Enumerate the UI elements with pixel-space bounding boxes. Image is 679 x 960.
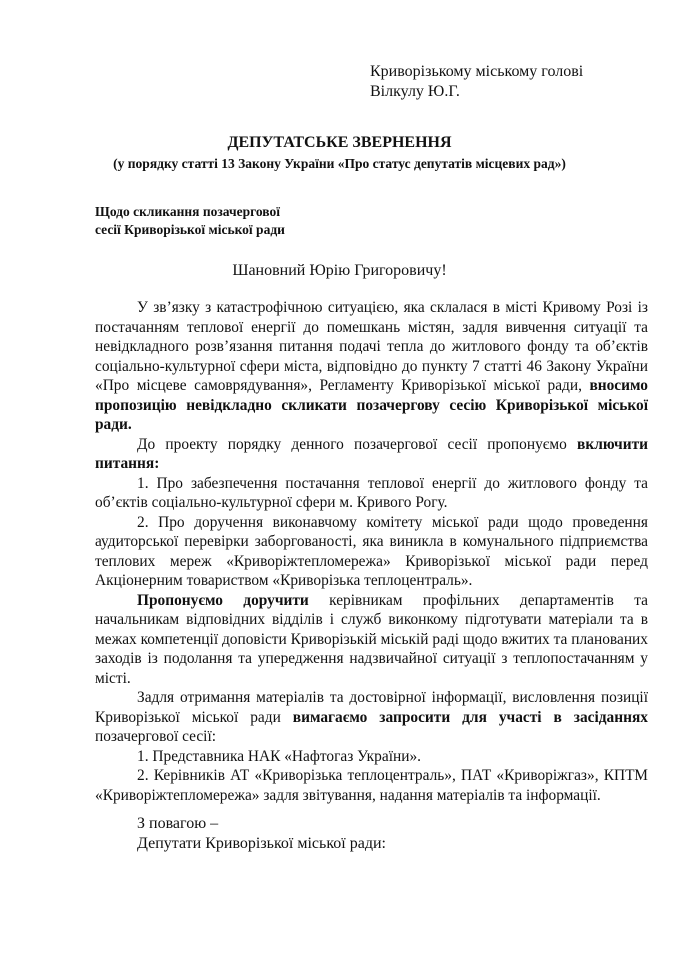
- document-title: ДЕПУТАТСЬКЕ ЗВЕРНЕННЯ: [227, 134, 452, 151]
- addressee-line-1: Криворізькому міському голові: [370, 63, 584, 80]
- paragraph-2-text: До проекту порядку денного позачергової сесії пропонуємо: [137, 435, 578, 453]
- paragraph-6: [95, 688, 648, 747]
- paragraph-6-text: Задля отримання матеріалів та достовірної інформації, висловлення позиції Криворізької міської ради: [95, 689, 648, 726]
- paragraph-5-bold: Пропонуємо доручити: [137, 591, 309, 609]
- document-subtitle: (у порядку статті 13 Закону України «Про статус депутатів місцевих рад»): [113, 156, 566, 171]
- paragraph-5-text: керівникам профільних департаментів та начальникам відповідних відділів і служб виконкому підготувати матеріали та в межах компетенції доповісти Криворізькій міській раді щодо вжитих та планованих заходів із подолання та упередження надзвичайної ситуації з теплопостачанням у місті.: [95, 591, 648, 687]
- paragraph-1: [95, 298, 648, 435]
- invitee-item-2: 2. Керівників АТ «Криворізька теплоцентраль», ПАТ «Криворіжгаз», КПТМ «Криворіжтепломережа» задля звітування, надання матеріалів та інформації.: [95, 767, 648, 804]
- agenda-item-1: 1. Про забезпечення постачання теплової енергії до житлового фонду та об’єктів соціально-культурної сфери м. Кривого Рогу.: [95, 474, 648, 511]
- addressee-block: [370, 62, 583, 102]
- subject-line-2: сесії Криворізької міської ради: [95, 222, 285, 237]
- paragraph-1-text: У зв’язку з катастрофічною ситуацією, яка склалася в місті Кривому Розі із постачанням теплової енергії до помешкань містян, задля вивчення ситуації та невідкладного розв’язання питання подачі тепла до житлового фонду та об’єктів соціально-культурної сфери міста, відповідно до пункту 7 статті 46 Закону України «Про місцеве самоврядування», Регламенту Криворізької міської ради,: [95, 299, 648, 394]
- closing-block: [137, 814, 386, 854]
- paragraph-6-text-2: позачергової сесії:: [95, 728, 216, 745]
- letter-body: [95, 298, 648, 805]
- subject-line-1: Щодо скликання позачергової: [95, 204, 281, 219]
- closing-line-2: Депутати Криворізької міської ради:: [137, 835, 386, 852]
- greeting: Шановний Юрію Григоровичу!: [232, 262, 447, 279]
- addressee-line-2: Вілкулу Ю.Г.: [370, 83, 460, 100]
- closing-line-1: З повагою –: [137, 815, 219, 832]
- paragraph-2-bold: включити питання:: [95, 435, 648, 472]
- subject-block: [95, 203, 285, 239]
- paragraph-2: [95, 435, 648, 474]
- agenda-item-2: 2. Про доручення виконавчому комітету міської ради щодо проведення аудиторської перевірки заборгованості, яка виникла в комунального підприємства теплових мереж «Криворіжтепломережа» Криворізької міської ради перед Акціонерним товариством «Криворізька теплоцентраль».: [95, 513, 648, 589]
- paragraph-5: [95, 591, 648, 689]
- paragraph-6-bold: вимагаємо запросити для участі в засіданнях: [292, 708, 649, 726]
- invitee-item-1: 1. Представника НАК «Нафтогаз України».: [137, 747, 421, 765]
- paragraph-1-bold: вносимо пропозицію невідкладно скликати позачергову сесію Криворізької міської ради.: [95, 377, 648, 433]
